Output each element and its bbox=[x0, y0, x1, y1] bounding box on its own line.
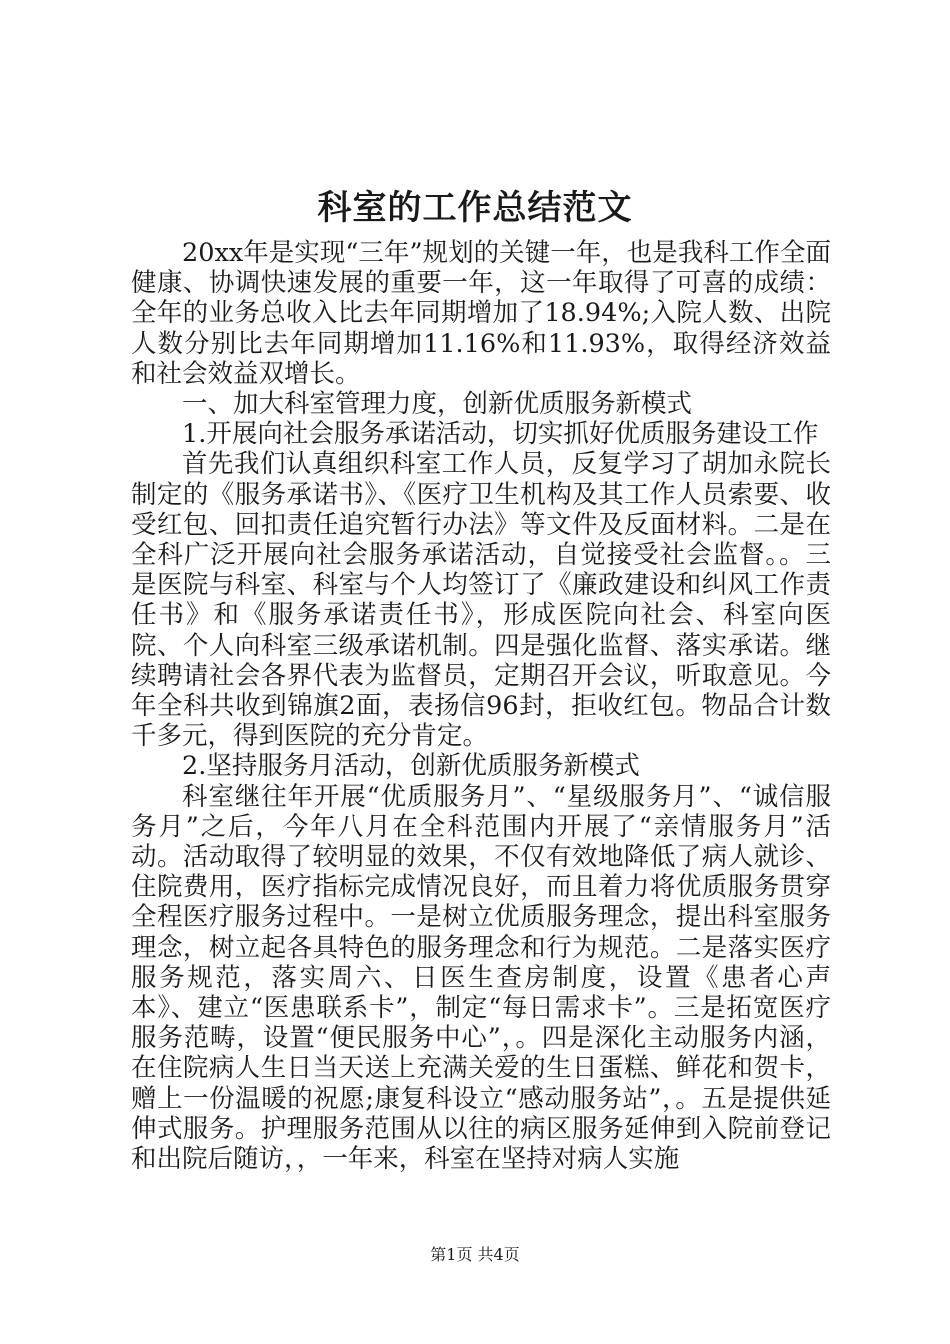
subsection-heading-2: 2.坚持服务月活动，创新优质服务新模式 bbox=[182, 751, 640, 782]
document-body bbox=[131, 238, 831, 1174]
paragraph-intro: 20xx年是实现“三年”规划的关键一年，也是我科工作全面健康、协调快速发展的重要一年，这一年取得了可喜的成绩：全年的业务总收入比去年同期增加了18.94%;入院人数、出院人数分别比去年同期增加11.16%和11.93%，取得经济效益和社会效益双增长。 bbox=[131, 238, 831, 389]
paragraph-commitment: 首先我们认真组织科室工作人员，反复学习了胡加永院长制定的《服务承诺书》、《医疗卫生机构及其工作人员索要、收受红包、回扣责任追究暂行办法》等文件及反面材料。二是在全科广泛开展向社会服务承诺活动，自觉接受社会监督。。三是医院与科室、科室与个人均签订了《廉政建设和纠风工作责任书》和《服务承诺责任书》，形成医院向社会、科室向医院、个人向科室三级承诺机制。四是强化监督、落实承诺。继续聘请社会各界代表为监督员，定期召开会议，听取意见。今年全科共收到锦旗2面，表扬信96封，拒收红包。物品合计数千多元，得到医院的充分肯定。 bbox=[131, 449, 831, 752]
paragraph-service-month: 科室继往年开展“优质服务月”、“星级服务月”、“诚信服务月”之后，今年八月在全科范围内开展了“亲情服务月”活动。活动取得了较明显的效果，不仅有效地降低了病人就诊、住院费用，医疗指标完成情况良好，而且着力将优质服务贯穿全程医疗服务过程中。一是树立优质服务理念，提出科室服务理念，树立起各具特色的服务理念和行为规范。二是落实医疗服务规范，落实周六、日医生查房制度，设置《患者心声本》、建立“医患联系卡”，制定“每日需求卡”。三是拓宽医疗服务范畴，设置“便民服务中心”，。四是深化主动服务内涵，在住院病人生日当天送上充满关爱的生日蛋糕、鲜花和贺卡，赠上一份温暖的祝愿;康复科设立“感动服务站”，。五是提供延伸式服务。护理服务范围从以往的病区服务延伸到入院前登记和出院后随访，，一年来，科室在坚持对病人实施 bbox=[131, 781, 831, 1175]
section-heading-1: 一、加大科室管理力度，创新优质服务新模式 bbox=[182, 389, 693, 420]
subsection-heading-1: 1.开展向社会服务承诺活动，切实抓好优质服务建设工作 bbox=[182, 419, 819, 450]
page-number-footer: 第1页 共4页 bbox=[430, 1245, 520, 1264]
document-title: 科室的工作总结范文 bbox=[317, 188, 633, 228]
